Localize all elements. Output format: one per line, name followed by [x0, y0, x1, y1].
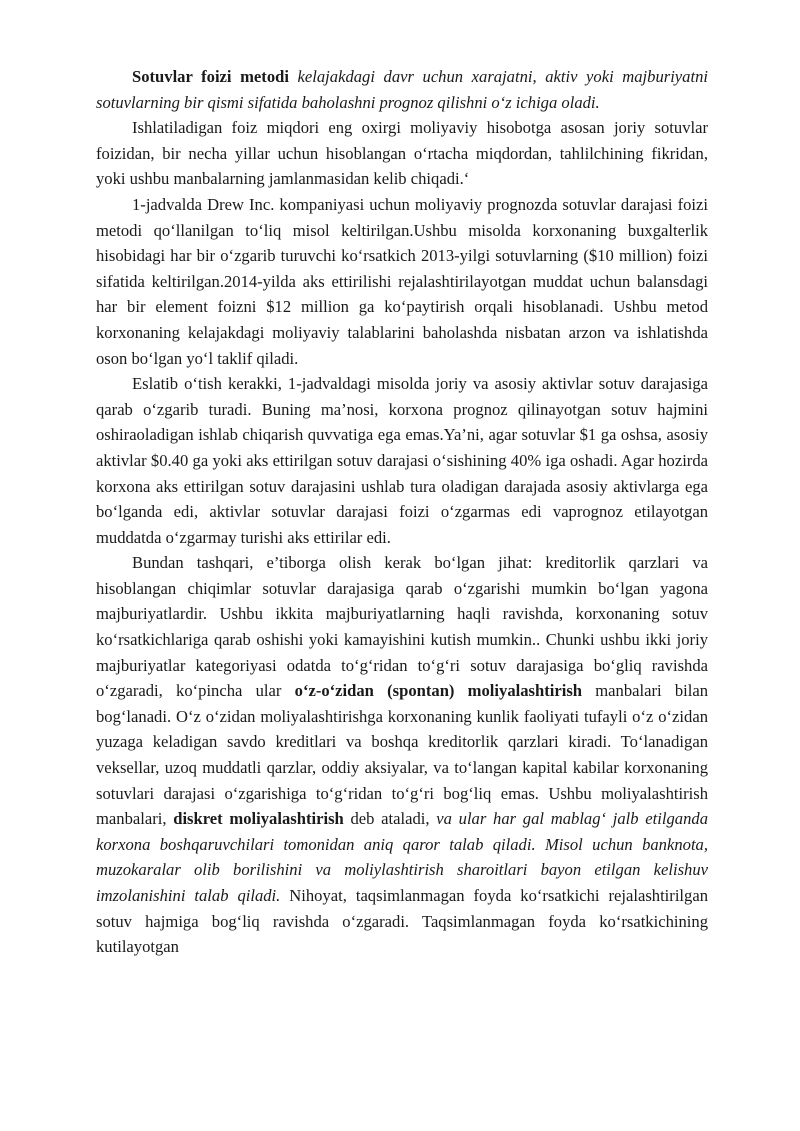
paragraph-1 — [96, 64, 708, 115]
term-discrete-financing: diskret moliyalashtirish — [173, 809, 344, 829]
paragraph-2: Ishlatiladigan foiz miqdori eng oxirgi moliyaviy hisobotga asosan joriy sotuvlar foizidan, bir necha yillar uchun hisoblangan o‘rtacha miqdordan, tahlilchining fikridan, yoki ushbu manbalarning jamlanmasidan kelib chiqadi.‘ — [96, 118, 708, 189]
term-spontaneous-financing: o‘z-o‘zidan (spontan) moliyalashtirish — [294, 681, 583, 701]
definition-text: kelajakdagi davr uchun xarajatni, aktiv yoki majburiyatni sotuvlarning bir qismi sifatida baholashni prognoz qilishni o‘z ichiga oladi. — [96, 67, 708, 112]
paragraph-4: Eslatib o‘tish kerakki, 1-jadvaldagi misolda joriy va asosiy aktivlar sotuv darajasiga qarab o‘zgarib turadi. Buning ma’nosi, korxona prognoz qilinayotgan sotuv hajmini oshiraoladigan ishlab chiqarish quvvatiga ega emas.Ya’ni, agar sotuvlar $1 ga oshsa, asosiy aktivlar $0.40 ga yoki aks ettirilgan sotuv darajasi o‘sishining 40% iga oshadi. Agar hozirda korxona aks ettirilgan sotuv darajasini ushlab tura oladigan darajada asosiy aktivlarga ega bo‘lganda edi, aktivlar sotuvlar darajasi foizi o‘zgarmas edi vaprognoz etilayotgan muddatda o‘zgarmay turishi aks ettirilar edi. — [96, 374, 708, 547]
term-sales-percent-method: Sotuvlar foizi metodi — [132, 67, 289, 86]
paragraph-3: 1-jadvalda Drew Inc. kompaniyasi uchun moliyaviy prognozda sotuvlar darajasi foizi metodi qo‘llanilgan to‘liq misol keltirilgan.Ushbu misolda korxonaning buxgalterlik hisobidagi har bir o‘zgarib turuvchi ko‘rsatkich 2013-yilgi sotuvlarning ($10 million) foizi sifatida keltirilgan.2014-yilda aks ettirilishi rejalashtirilayotgan muddat uchun balansdagi har bir element foizni $12 million ga ko‘paytirish orqali hisoblanadi. Ushbu metod korxonaning kelajakdagi moliyaviy talablarini baholashda nisbatan arzon va ishlatishda oson bo‘lgan yo‘l taklif qiladi. — [96, 194, 708, 368]
paragraph-5: Bundan tashqari, e’tiborga olish kerak bo‘lgan jihat: kreditorlik qarzlari va hisoblangan chiqimlar sotuvlar darajasiga qarab o‘zgarishi mumkin bo‘lgan yagona majburiyatlardir. Ushbu ikkita majburiyatlarning haqli ravishda, korxonaning sotuv ko‘rsatkichlariga qarab oshishi yoki kamayishini kutish mumkin.. Chunki ushbu ikki joriy majburiyatlar kategoriyasi odatda to‘g‘ridan to‘g‘ri sotuv darajasiga bo‘gliq ravishda o‘zgaradi, ko‘pincha ular o‘z-o‘zidan (spontan) moliyalashtirish manbalari bilan bog‘lanadi. O‘z o‘zidan moliyalashtirishga korxonaning kunlik faoliyati tufayli o‘z o‘zidan yuzaga keladigan savdo kreditlari va boshqa kreditorlik qarzlari kiradi. To‘lanadigan veksellar, uzoq muddatli qarzlar, oddiy aksiyalar, va to‘langan kapital kabilar korxonaning sotuvlari darajasi o‘zgarishiga to‘g‘ridan to‘g‘ri bog‘liq emas. Ushbu moliyalashtirish manbalari, diskret moliyalashtirish deb ataladi, va ular har gal mablag‘ jalb etilganda korxona boshqaruvchilari tomonidan aniq qaror talab qiladi. Misol uchun banknota, muzokaralar olib borilishini va moliylashtirish sharoitlari bayon etilgan kelishuv imzolanishini talab qiladi. Nihoyat, taqsimlanmagan foyda ko‘rsatkichi rejalashtirilgan sotuv hajmiga bog‘liq ravishda o‘zgaradi. Taqsimlanmagan foyda ko‘rsatkichining kutilayotgan — [96, 553, 708, 957]
italic-explanation: va ular har gal mablag‘ jalb etilganda korxona boshqaruvchilari tomonidan aniq qaror talab qiladi. Misol uchun banknota, muzokaralar olib borilishini va moliylashtirish sharoitlari bayon etilgan kelishuv imzolanishini talab qiladi. — [96, 809, 708, 905]
